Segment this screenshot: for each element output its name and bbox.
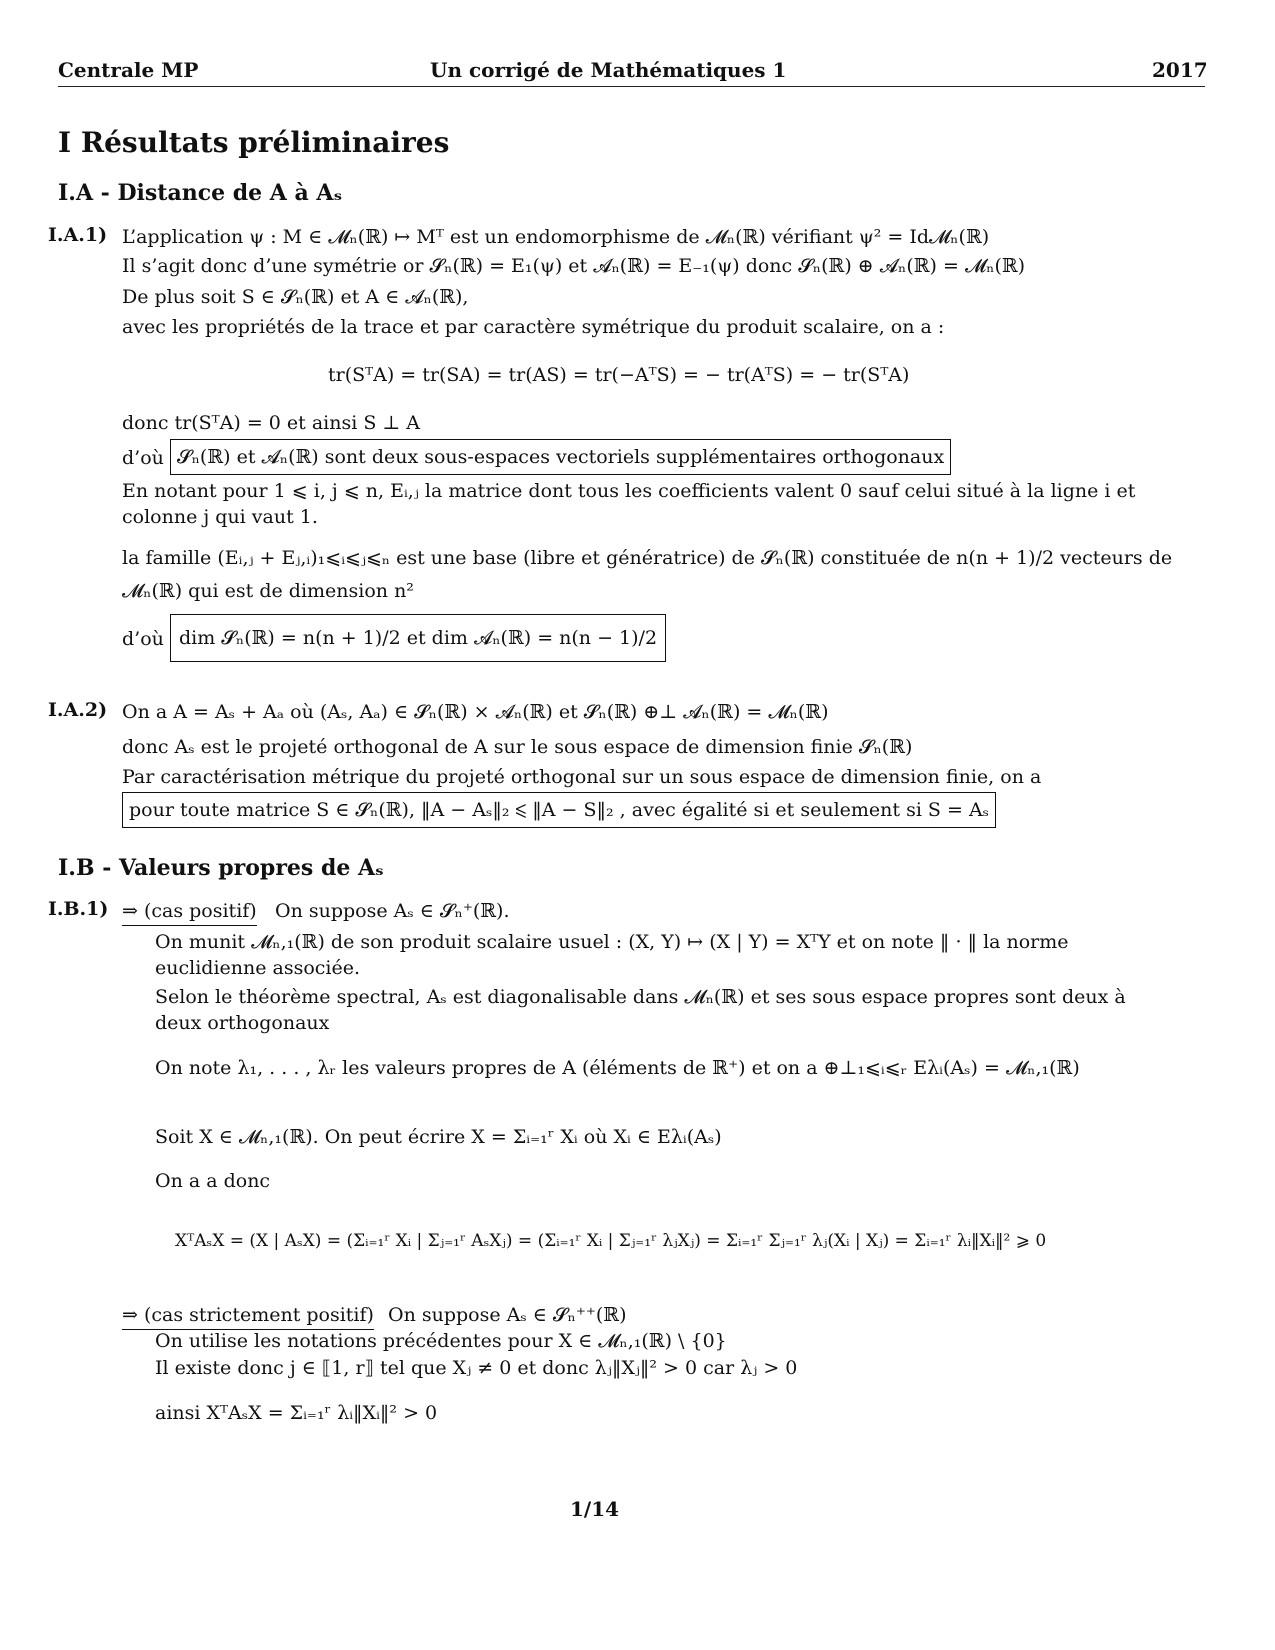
ib1-case-positive: ⇒ (cas positif) bbox=[122, 898, 257, 926]
ia1-line1: L’application ψ : M ∈ 𝓜ₙ(ℝ) ↦ Mᵀ est un endomorphisme de 𝓜ₙ(ℝ) vérifiant ψ² = Id𝓜ₙ(ℝ) bbox=[122, 226, 990, 248]
ib1-paragraph-1: On munit 𝓜ₙ,₁(ℝ) de son produit scalaire usuel : (X, Y) ↦ (X | Y) = XᵀY et on note ‖ · ‖ la norme euclidienne associée. bbox=[155, 931, 1069, 979]
ia2-line2: donc Aₛ est le projeté orthogonal de A sur le sous espace de dimension finie 𝓢ₙ(ℝ) bbox=[122, 736, 913, 758]
ib1-strict-line1: On utilise les notations précédentes pour X ∈ 𝓜ₙ,₁(ℝ) \ {0} bbox=[155, 1330, 727, 1352]
ia1-trace-equation: tr(SᵀA) = tr(SA) = tr(AS) = tr(−AᵀS) = − tr(AᵀS) = − tr(SᵀA) bbox=[328, 364, 910, 386]
ia2-line1: On a A = Aₛ + Aₐ où (Aₛ, Aₐ) ∈ 𝓢ₙ(ℝ) × 𝓐ₙ(ℝ) et 𝓢ₙ(ℝ) ⊕⊥ 𝓐ₙ(ℝ) = 𝓜ₙ(ℝ) bbox=[122, 701, 829, 723]
header-center: Un corrigé de Mathématiques 1 bbox=[430, 58, 787, 82]
ia1-line7: En notant pour 1 ⩽ i, j ⩽ n, Eᵢ,ⱼ la matrice dont tous les coefficients valent 0 sauf celui situé à la ligne i et colonne j qui vaut 1. bbox=[122, 480, 1136, 528]
subsection-b-title: I.B - Valeurs propres de Aₛ bbox=[58, 855, 384, 881]
ia1-result-box-1: 𝓢ₙ(ℝ) et 𝓐ₙ(ℝ) sont deux sous-espaces vectoriels supplémentaires orthogonaux bbox=[170, 439, 951, 475]
ib1-paragraph-4: Soit X ∈ 𝓜ₙ,₁(ℝ). On peut écrire X = Σᵢ₌₁ʳ Xᵢ où Xᵢ ∈ Eλᵢ(Aₛ) bbox=[155, 1126, 722, 1148]
header-left: Centrale MP bbox=[58, 58, 199, 82]
ia2-result-box: pour toute matrice S ∈ 𝓢ₙ(ℝ), ‖A − Aₛ‖₂ ⩽ ‖A − S‖₂ , avec égalité si et seulement si S = Aₛ bbox=[122, 792, 996, 828]
ia1-line9: 𝓜ₙ(ℝ) qui est de dimension n² bbox=[122, 580, 414, 602]
ia1-line2: Il s’agit donc d’une symétrie or 𝓢ₙ(ℝ) = E₁(ψ) et 𝓐ₙ(ℝ) = E₋₁(ψ) donc 𝓢ₙ(ℝ) ⊕ 𝓐ₙ(ℝ) = 𝓜ₙ(ℝ) bbox=[122, 255, 1026, 277]
ia1-line3: De plus soit S ∈ 𝓢ₙ(ℝ) et A ∈ 𝓐ₙ(ℝ), bbox=[122, 286, 469, 308]
ia1-dou-1: d’où bbox=[122, 447, 164, 469]
page-number: 1/14 bbox=[570, 1497, 620, 1521]
ib1-label: I.B.1) bbox=[48, 898, 109, 920]
ib1-paragraph-2: Selon le théorème spectral, Aₛ est diagonalisable dans 𝓜ₙ(ℝ) et ses sous espace propres sont deux à deux orthogonaux bbox=[155, 986, 1126, 1034]
ib1-paragraph-5: On a a donc bbox=[155, 1170, 271, 1192]
section-title: I Résultats préliminaires bbox=[58, 126, 450, 159]
ib1-case-strict-text: On suppose Aₛ ∈ 𝓢ₙ⁺⁺(ℝ) bbox=[388, 1304, 627, 1326]
ia1-dou-2: d’où bbox=[122, 628, 164, 650]
ia1-line8: la famille (Eᵢ,ⱼ + Eⱼ,ᵢ)₁⩽ᵢ⩽ⱼ⩽ₙ est une base (libre et génératrice) de 𝓢ₙ(ℝ) constituée de n(n + 1)/2 vecteurs de bbox=[122, 547, 1173, 569]
ia1-line5: donc tr(SᵀA) = 0 et ainsi S ⊥ A bbox=[122, 412, 421, 434]
ia2-label: I.A.2) bbox=[48, 699, 108, 721]
ia1-result-box-2: dim 𝓢ₙ(ℝ) = n(n + 1)/2 et dim 𝓐ₙ(ℝ) = n(n − 1)/2 bbox=[170, 614, 666, 662]
ib1-strict-line3: ainsi XᵀAₛX = Σᵢ₌₁ʳ λᵢ‖Xᵢ‖² > 0 bbox=[155, 1402, 438, 1424]
ib1-case-positive-text: On suppose Aₛ ∈ 𝓢ₙ⁺(ℝ). bbox=[275, 900, 510, 922]
ib1-equation: XᵀAₛX = (X | AₛX) = (Σᵢ₌₁ʳ Xᵢ | Σⱼ₌₁ʳ AₛXⱼ) = (Σᵢ₌₁ʳ Xᵢ | Σⱼ₌₁ʳ λⱼXⱼ) = Σᵢ₌₁ʳ Σⱼ₌₁ʳ λⱼ(Xᵢ | Xⱼ) = Σᵢ₌₁ʳ λᵢ‖Xᵢ‖² ⩾ 0 bbox=[175, 1231, 1047, 1251]
ib1-strict-line2: Il existe donc j ∈ ⟦1, r⟧ tel que Xⱼ ≠ 0 et donc λⱼ‖Xⱼ‖² > 0 car λⱼ > 0 bbox=[155, 1357, 798, 1379]
ib1-case-strict: ⇒ (cas strictement positif) bbox=[122, 1302, 374, 1330]
ib1-paragraph-3: On note λ₁, . . . , λᵣ les valeurs propres de A (éléments de ℝ⁺) et on a ⊕⊥₁⩽ᵢ⩽ᵣ Eλᵢ(Aₛ) = 𝓜ₙ,₁(ℝ) bbox=[155, 1057, 1080, 1079]
header-rule bbox=[58, 86, 1205, 87]
subsection-a-title: I.A - Distance de A à Aₛ bbox=[58, 180, 343, 206]
ia1-line4: avec les propriétés de la trace et par caractère symétrique du produit scalaire, on a : bbox=[122, 316, 945, 338]
ia1-label: I.A.1) bbox=[48, 224, 108, 246]
ia2-line3: Par caractérisation métrique du projeté orthogonal sur un sous espace de dimension finie, on a bbox=[122, 766, 1042, 788]
header-right: 2017 bbox=[1152, 58, 1208, 82]
